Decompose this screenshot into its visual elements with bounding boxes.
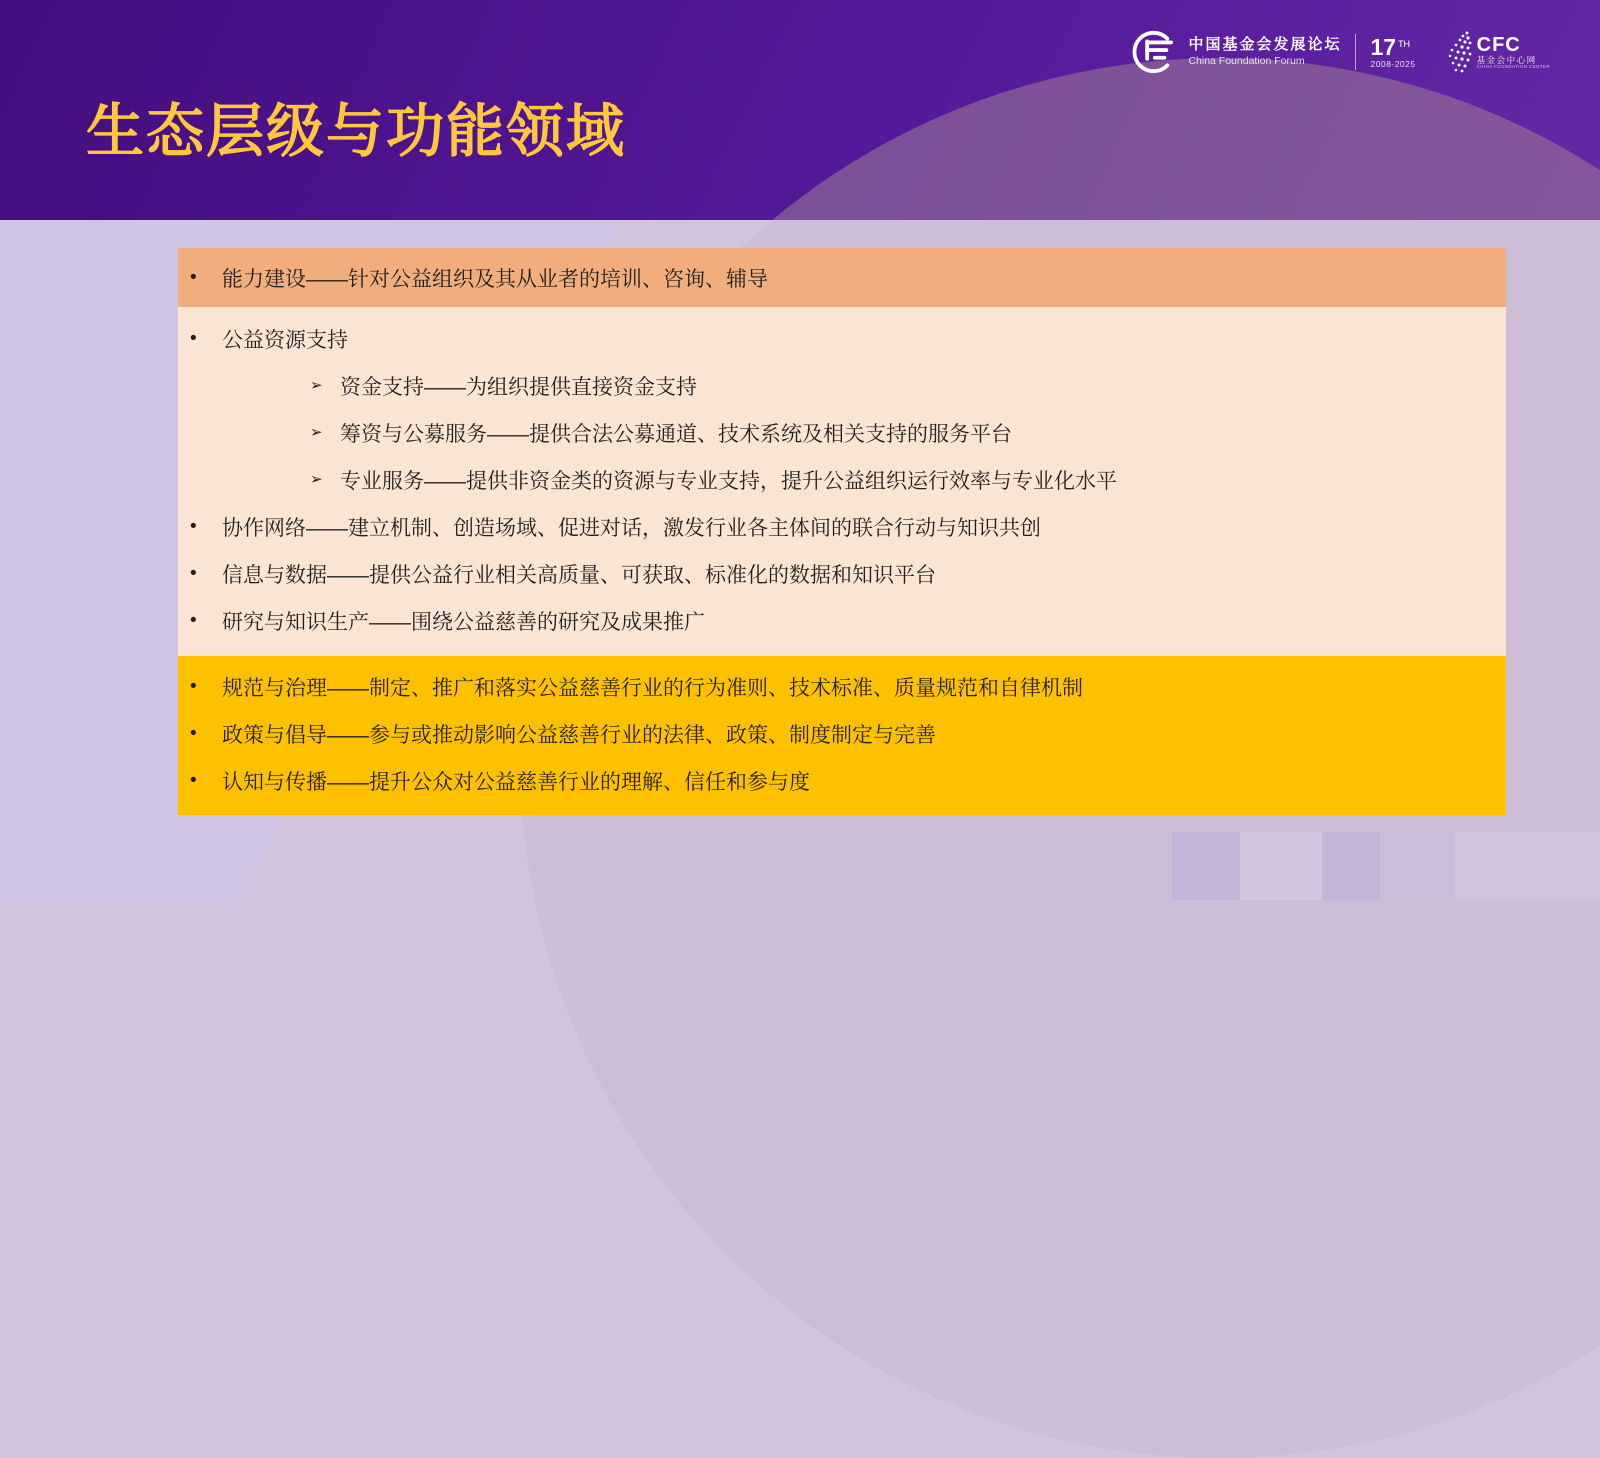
list-item: [178, 710, 1506, 757]
list-item-text: 规范与治理——制定、推广和落实公益慈善行业的行为准则、技术标准、质量规范和自律机制: [222, 676, 1083, 700]
bullet-icon: •: [190, 770, 197, 791]
edition-suffix: TH: [1398, 38, 1411, 49]
edition-number: 17 $^{TH}$: [1370, 34, 1411, 61]
list-item-text: 政策与倡导——参与或推动影响公益慈善行业的法律、政策、制度制定与完善: [222, 723, 936, 747]
page-title: 生态层级与功能领域: [86, 99, 627, 164]
content-blocks: [178, 248, 1506, 815]
list-item: [178, 663, 1506, 710]
list-item-text: 资金支持——为组织提供直接资金支持: [340, 375, 697, 399]
list-item-text: 信息与数据——提供公益行业相关高质量、可获取、标准化的数据和知识平台: [222, 563, 936, 587]
decor-bar: [1380, 832, 1455, 900]
logo-divider: [1355, 34, 1356, 70]
cff-logo-names: [1188, 36, 1341, 68]
bullet-icon: •: [190, 516, 197, 537]
block-resources: [178, 307, 1506, 656]
list-item: [178, 503, 1506, 550]
list-item-text: 筹资与公募服务——提供合法公募通道、技术系统及相关支持的服务平台: [340, 422, 1012, 446]
cff-logo-icon: [1128, 29, 1174, 75]
bottom-bars-decoration: [0, 832, 1600, 900]
forum-edition: [1370, 35, 1415, 68]
bullet-icon: •: [190, 267, 197, 288]
bullet-icon: •: [190, 723, 197, 744]
decor-bar: [1455, 832, 1600, 900]
list-item: [178, 597, 1506, 644]
decor-bar: [1322, 832, 1380, 900]
list-item-text: 认知与传播——提升公众对公益慈善行业的理解、信任和参与度: [222, 770, 810, 794]
cfc-dots-icon: [1446, 30, 1472, 74]
cff-name-cn: 中国基金会发展论坛: [1188, 36, 1342, 54]
list-item-text: 研究与知识生产——围绕公益慈善的研究及成果推广: [222, 610, 705, 634]
bullet-icon: •: [190, 676, 197, 697]
list-item-text: 公益资源支持: [222, 328, 348, 352]
cff-name-en: China Foundation Forum: [1188, 54, 1305, 67]
list-item: [178, 550, 1506, 597]
list-item-text: 专业服务——提供非资金类的资源与专业支持，提升公益组织运行效率与专业化水平: [340, 469, 1117, 493]
bullet-icon: •: [190, 610, 197, 631]
bullet-icon: •: [190, 328, 197, 349]
list-item: [178, 362, 1506, 409]
cfc-abbr: CFC: [1476, 33, 1521, 56]
cfc-logo-names: [1477, 34, 1550, 70]
arrow-bullet-icon: ➢: [310, 424, 323, 441]
list-item: [178, 456, 1506, 503]
list-item: [178, 248, 1506, 307]
decor-bar: [1240, 832, 1322, 900]
cfc-name-cn: 基金会中心网: [1476, 54, 1537, 65]
list-item: [178, 757, 1506, 804]
arrow-bullet-icon: ➢: [310, 471, 323, 488]
list-item: [178, 315, 1506, 362]
edition-years: 2008-2025: [1370, 58, 1416, 69]
logo-cluster: [1128, 26, 1550, 78]
decor-bar: [1172, 832, 1240, 900]
arrow-bullet-icon: ➢: [310, 377, 323, 394]
cfc-name-en: CHINA FOUNDATION CENTER: [1476, 64, 1550, 70]
list-item-text: 协作网络——建立机制、创造场域、促进对话，激发行业各主体间的联合行动与知识共创: [222, 516, 1041, 540]
block-governance: [178, 656, 1506, 815]
list-item: [178, 409, 1506, 456]
list-item-text: 能力建设——针对公益组织及其从业者的培训、咨询、辅导: [222, 267, 768, 291]
cfc-logo-group: [1446, 30, 1550, 74]
header-circle-shape: [520, 54, 1600, 220]
block-capacity: [178, 248, 1506, 307]
bullet-icon: •: [190, 563, 197, 584]
header-band: [0, 0, 1600, 220]
